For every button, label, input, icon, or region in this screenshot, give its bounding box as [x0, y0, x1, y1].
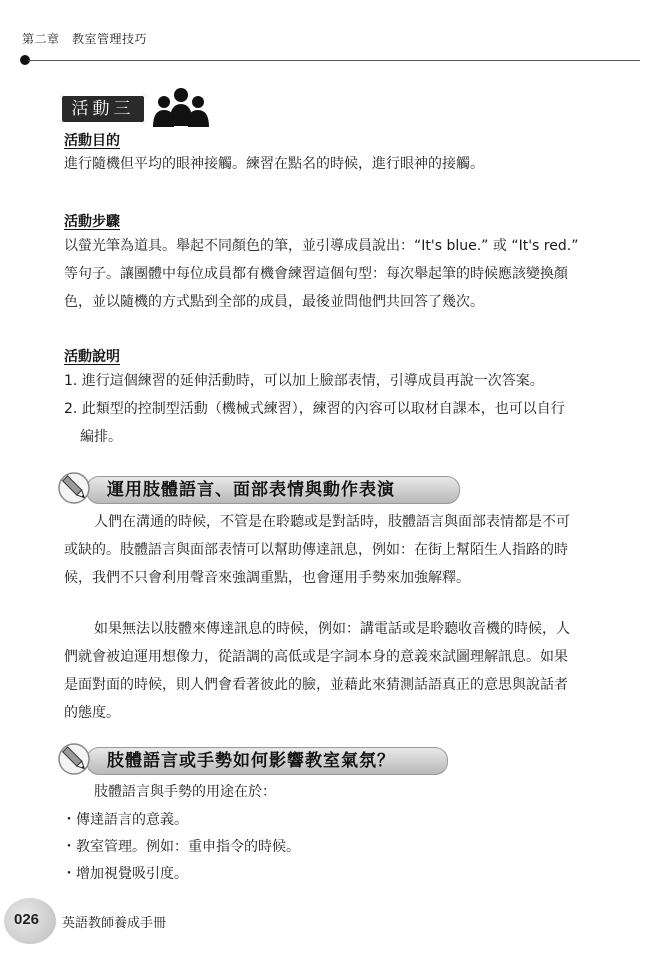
book-title: 英語教師養成手冊: [62, 916, 167, 931]
section1-para2-line: 們就會被迫運用想像力，從語調的高低或是字詞本身的意義來試圖理解訊息。如果: [64, 649, 568, 665]
activity-badge: [60, 94, 146, 124]
steps-line: 以螢光筆為道具。舉起不同顏色的筆，並引導成員說出：“It's blue.” 或 “It's red.”: [64, 238, 579, 254]
notes-line: 編排。: [80, 429, 122, 445]
notes-heading: 活動說明: [64, 349, 120, 365]
section1-para2-line: 是面對面的時候，則人們會看著彼此的臉，並藉此來猜測話語真正的意思與說話者: [64, 677, 568, 693]
bullet-item: ・傳達語言的意義。: [62, 812, 188, 828]
purpose-text: 進行隨機但平均的眼神接觸。練習在點名的時候，進行眼神的接觸。: [64, 156, 484, 172]
header-rule: [28, 60, 640, 61]
section-banner-bar: [86, 747, 448, 775]
section-banner-bar: [86, 476, 460, 504]
section1-para2-line: 如果無法以肢體來傳達訊息的時候，例如：講電話或是聆聽收音機的時候，人: [94, 621, 570, 637]
pencil-icon: [58, 741, 94, 777]
steps-heading: 活動步驟: [64, 214, 120, 230]
section1-para2-line: 的態度。: [64, 705, 120, 721]
section1-para1-line: 或缺的。肢體語言與面部表情可以幫助傳達訊息，例如：在街上幫陌生人指路的時: [64, 542, 568, 558]
section2-intro: 肢體語言與手勢的用途在於：: [94, 784, 276, 800]
running-header: 第二章 教室管理技巧: [22, 32, 148, 46]
section1-para1-line: 候，我們不只會利用聲音來強調重點，也會運用手勢來加強解釋。: [64, 570, 470, 586]
section-title: 肢體語言或手勢如何影響教室氣氛？: [107, 751, 395, 771]
purpose-heading: 活動目的: [64, 133, 120, 149]
notes-line: 1. 進行這個練習的延伸活動時，可以加上臉部表情，引導成員再說一次答案。: [64, 373, 544, 389]
section-title: 運用肢體語言、面部表情與動作表演: [107, 480, 395, 500]
people-group-icon: [152, 86, 210, 128]
pencil-icon: [58, 470, 94, 506]
bullet-item: ・增加視覺吸引度。: [62, 866, 188, 882]
page-number: 026: [14, 911, 40, 928]
steps-line: 色，並以隨機的方式點到全部的成員，最後並問他們共回答了幾次。: [64, 294, 484, 310]
bullet-item: ・教室管理。例如：重申指令的時候。: [62, 839, 300, 855]
notes-line: 2. 此類型的控制型活動（機械式練習），練習的內容可以取材自課本，也可以自行: [64, 401, 565, 417]
steps-line: 等句子。讓團體中每位成員都有機會練習這個句型：每次舉起筆的時候應該變換顏: [64, 266, 568, 282]
activity-badge-label: 活動三: [71, 99, 135, 119]
section1-para1-line: 人們在溝通的時候，不管是在聆聽或是對話時，肢體語言與面部表情都是不可: [94, 514, 570, 530]
